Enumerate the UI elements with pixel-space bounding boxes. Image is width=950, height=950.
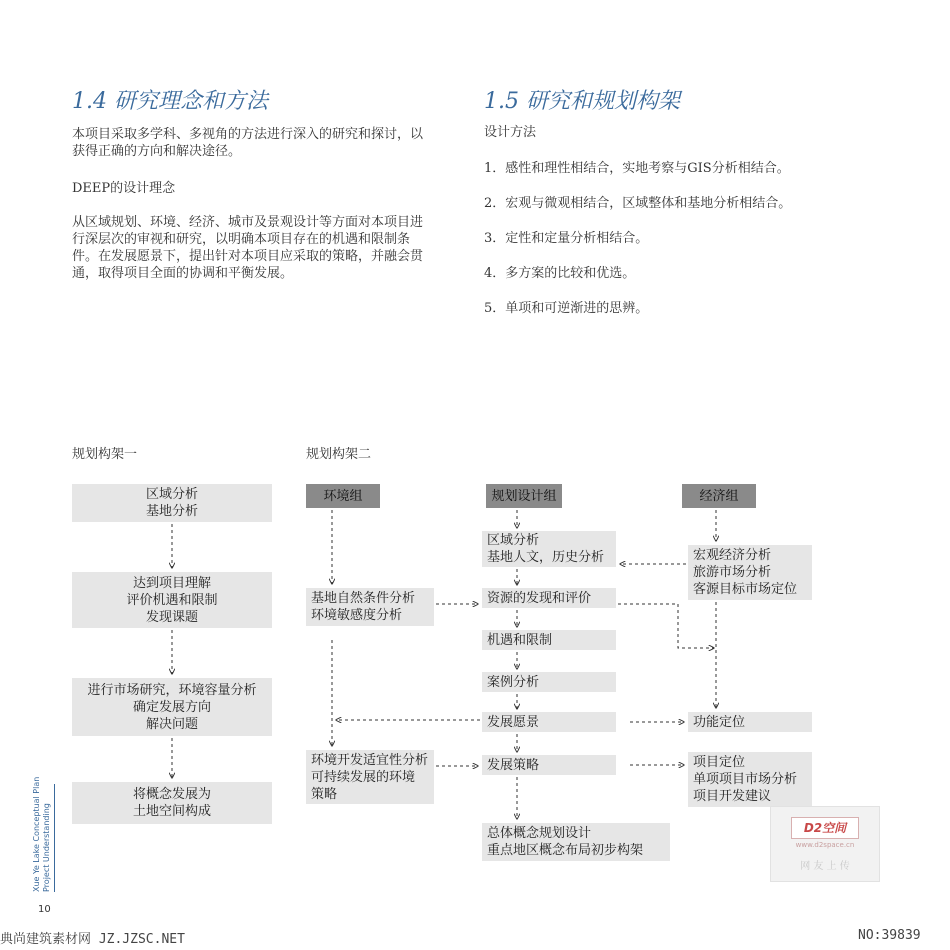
arrow [618, 604, 714, 648]
design-method-label: 设计方法 [484, 125, 537, 140]
box-line: 基地人文，历史分析 [487, 550, 605, 565]
method-item: 3．定性和定量分析相结合。 [484, 231, 649, 246]
box-line: 总体概念规划设计 [487, 826, 592, 841]
method-item: 5．单项和可逆渐进的思辨。 [484, 301, 649, 316]
image-number: NO:39839 [858, 928, 921, 943]
method-item: 1．感性和理性相结合，实地考察与GIS分析相结合。 [484, 161, 790, 176]
box-line: 环境开发适宜性分析 [311, 752, 429, 768]
body-line: 件。在发展愿景下，提出针对本项目应采取的策略，并融会贯 [72, 249, 424, 264]
side-line: Xue Ye Lake Conceptual Plan [32, 776, 41, 892]
box-line: 发展愿景 [487, 714, 540, 730]
section-1-4-title: 1.4 研究理念和方法 [72, 89, 268, 114]
box-line: 单项项目市场分析 [693, 772, 798, 787]
deep-label: DEEP的设计理念 [72, 181, 176, 196]
watermark-url: www.d2space.cn [795, 841, 855, 849]
box-line: 环境敏感度分析 [311, 608, 403, 623]
box-line: 将概念发展为 [132, 787, 211, 802]
box-line: 项目开发建议 [693, 789, 772, 804]
side-line: Project Understanding [42, 803, 51, 892]
group-env: 环境组 [306, 484, 380, 508]
group-economy: 经济组 [682, 484, 756, 508]
framework-1-title: 规划构架一 [72, 447, 138, 462]
box-line: 解决问题 [145, 716, 198, 732]
side-rule [54, 784, 55, 892]
box-line: 旅游市场分析 [693, 565, 772, 580]
box-line: 项目定位 [693, 755, 746, 770]
side-caption [32, 777, 52, 892]
watermark-logo: D2空间 [791, 817, 859, 839]
framework-2-title: 规划构架二 [306, 447, 372, 462]
box-line: 基地分析 [145, 504, 198, 519]
box-line: 发现课题 [145, 609, 198, 625]
box-line: 功能定位 [693, 714, 746, 730]
box-line: 评价机遇和限制 [126, 592, 218, 608]
box-line: 确定发展方向 [132, 699, 211, 715]
intro-line: 获得正确的方向和解决途径。 [72, 144, 242, 159]
body-line: 从区域规划、环境、经济、城市及景观设计等方面对本项目进 [72, 215, 424, 230]
method-item: 2．宏观与微观相结合，区域整体和基地分析相结合。 [484, 196, 792, 211]
box-line: 重点地区概念布局初步构架 [487, 843, 644, 858]
box-line: 策略 [311, 786, 338, 802]
body-line: 行深层次的审视和研究，以明确本项目存在的机遇和限制条 [72, 232, 411, 247]
box-line: 区域分析 [145, 487, 198, 502]
box-line: 案例分析 [487, 674, 540, 690]
box-line: 土地空间构成 [132, 804, 211, 819]
box-line: 宏观经济分析 [693, 548, 772, 563]
box-line: 进行市场研究，环境容量分析 [87, 682, 257, 698]
intro-line: 本项目采取多学科、多视角的方法进行深入的研究和探讨，以 [72, 127, 424, 142]
section-1-5-title: 1.5 研究和规划构架 [484, 89, 680, 114]
page-number: 10 [38, 904, 51, 915]
box-line: 基地自然条件分析 [311, 591, 416, 606]
watermark-badge [770, 806, 880, 882]
box-line: 可持续发展的环境 [311, 769, 416, 785]
box-line: 发展策略 [487, 757, 540, 773]
watermark-caption: 网 友 上 传 [800, 861, 850, 872]
body-line: 通，取得项目全面的协调和平衡发展。 [72, 266, 294, 281]
box-line: 达到项目理解 [132, 575, 211, 591]
box-line: 资源的发现和评价 [487, 590, 592, 606]
group-planning: 规划设计组 [486, 484, 562, 508]
site-credit: 典尚建筑素材网 JZ.JZSC.NET [0, 932, 185, 947]
box-line: 机遇和限制 [487, 632, 553, 648]
method-item: 4．多方案的比较和优选。 [484, 266, 636, 281]
box-line: 区域分析 [487, 533, 540, 548]
box-line: 客源目标市场定位 [693, 582, 798, 597]
